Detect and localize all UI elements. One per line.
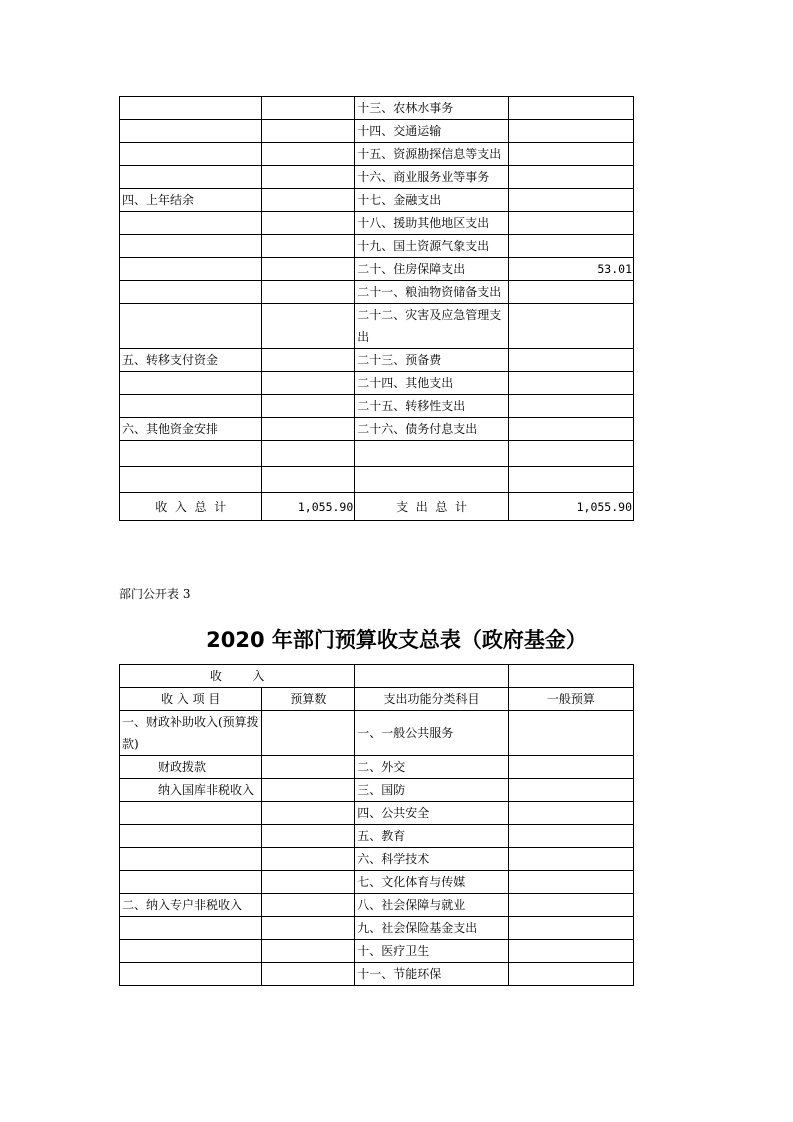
income-item-cell [120, 143, 262, 166]
expense-amount-cell [508, 940, 633, 963]
income-amount-cell [262, 120, 355, 143]
expense-item-cell: 十六、商业服务业等事务 [355, 166, 508, 189]
table-row [120, 825, 634, 848]
table-row [120, 189, 634, 212]
table-row [120, 779, 634, 802]
income-total-amount: 1,055.90 [262, 493, 355, 521]
expense-item-cell: 十四、交通运输 [355, 120, 508, 143]
expense-amount-cell [508, 120, 633, 143]
income-amount-cell [262, 917, 355, 940]
expense-amount-cell [508, 779, 633, 802]
expense-item-cell: 十一、节能环保 [355, 963, 508, 986]
income-item-cell [120, 871, 262, 894]
table-row [120, 143, 634, 166]
expense-item-cell: 二十六、债务付息支出 [355, 418, 508, 441]
income-amount-cell [262, 467, 355, 493]
table-row [120, 212, 634, 235]
table-row [120, 963, 634, 986]
income-amount-cell [262, 212, 355, 235]
expense-amount-cell [508, 871, 633, 894]
group-header-row [120, 665, 634, 688]
expense-item-cell: 二十五、转移性支出 [355, 395, 508, 418]
expense-amount-cell [508, 97, 633, 120]
table-row [120, 711, 634, 756]
expense-item-cell: 十九、国土资源气象支出 [355, 235, 508, 258]
income-item-cell: 四、上年结余 [120, 189, 262, 212]
expense-amount-cell [508, 917, 633, 940]
income-item-cell [120, 441, 262, 467]
expense-item-cell: 十八、援助其他地区支出 [355, 212, 508, 235]
expense-item-cell [355, 441, 508, 467]
income-amount-cell [262, 143, 355, 166]
expense-amount-cell: 53.01 [508, 258, 633, 281]
table-row [120, 756, 634, 779]
expense-total-label: 支 出 总 计 [355, 493, 508, 521]
total-row [120, 493, 634, 521]
page-title: 2020 年部门预算收支总表（政府基金） [206, 628, 587, 652]
income-item-cell [120, 395, 262, 418]
expense-amount-cell [508, 349, 633, 372]
expense-amount-cell [508, 304, 633, 349]
income-amount-cell [262, 940, 355, 963]
table-row [120, 120, 634, 143]
expense-amount-cell [508, 711, 633, 756]
income-item-cell: 纳入国库非税收入 [120, 779, 262, 802]
income-amount-cell [262, 418, 355, 441]
income-amount-cell [262, 894, 355, 917]
expense-amount-cell [508, 418, 633, 441]
income-item-cell: 五、转移支付资金 [120, 349, 262, 372]
expense-amount-cell [508, 441, 633, 467]
expense-item-cell: 十三、农林水事务 [355, 97, 508, 120]
expense-group-header [355, 665, 508, 688]
expense-amount-cell [508, 372, 633, 395]
income-amount-cell [262, 372, 355, 395]
income-item-cell [120, 212, 262, 235]
income-item-cell [120, 963, 262, 986]
table-row [120, 418, 634, 441]
expense-item-cell: 六、科学技术 [355, 848, 508, 871]
income-item-cell [120, 848, 262, 871]
table-row [120, 848, 634, 871]
expense-item-cell: 二十四、其他支出 [355, 372, 508, 395]
expense-amount-cell [508, 395, 633, 418]
column-header-general-budget: 一般预算 [508, 688, 633, 711]
expense-item-cell [355, 467, 508, 493]
expense-item-cell: 四、公共安全 [355, 802, 508, 825]
income-item-cell [120, 372, 262, 395]
table-caption: 部门公开表 3 [119, 587, 191, 601]
expense-item-cell: 七、文化体育与传媒 [355, 871, 508, 894]
income-item-cell [120, 467, 262, 493]
expense-item-cell: 二十一、粮油物资储备支出 [355, 281, 508, 304]
expense-item-cell: 九、社会保险基金支出 [355, 917, 508, 940]
expense-item-cell: 二十、住房保障支出 [355, 258, 508, 281]
table-row [120, 281, 634, 304]
expense-amount-cell [508, 212, 633, 235]
income-item-cell [120, 304, 262, 349]
expense-item-cell: 一、一般公共服务 [355, 711, 508, 756]
income-item-cell [120, 802, 262, 825]
expense-amount-cell [508, 848, 633, 871]
income-amount-cell [262, 825, 355, 848]
table-row [120, 349, 634, 372]
table-row [120, 97, 634, 120]
income-item-cell [120, 120, 262, 143]
expense-amount-cell [508, 894, 633, 917]
column-header-budget-amount: 预算数 [262, 688, 355, 711]
income-item-cell [120, 97, 262, 120]
table-row [120, 235, 634, 258]
income-item-cell: 财政拨款 [120, 756, 262, 779]
income-item-cell [120, 258, 262, 281]
expense-amount-group-header [508, 665, 633, 688]
expense-amount-cell [508, 189, 633, 212]
table-row [120, 441, 634, 467]
income-amount-cell [262, 802, 355, 825]
column-header-expense-category: 支出功能分类科目 [355, 688, 508, 711]
expense-item-cell: 十七、金融支出 [355, 189, 508, 212]
income-item-cell: 一、财政补助收入(预算拨款) [120, 711, 262, 756]
table-row [120, 395, 634, 418]
income-amount-cell [262, 395, 355, 418]
table-row [120, 166, 634, 189]
expense-amount-cell [508, 143, 633, 166]
income-amount-cell [262, 756, 355, 779]
expense-amount-cell [508, 467, 633, 493]
income-group-header: 收 入 [120, 665, 355, 688]
expense-item-cell: 十五、资源勘探信息等支出 [355, 143, 508, 166]
table-row [120, 917, 634, 940]
table-row [120, 894, 634, 917]
income-amount-cell [262, 258, 355, 281]
government-fund-budget-table [119, 664, 634, 986]
expense-item-cell: 二十三、预备费 [355, 349, 508, 372]
income-amount-cell [262, 235, 355, 258]
table2-body [120, 665, 634, 986]
income-amount-cell [262, 963, 355, 986]
expense-item-cell: 二十二、灾害及应急管理支出 [355, 304, 508, 349]
income-item-cell [120, 917, 262, 940]
expense-total-amount: 1,055.90 [508, 493, 633, 521]
income-item-cell [120, 166, 262, 189]
expense-amount-cell [508, 756, 633, 779]
income-amount-cell [262, 441, 355, 467]
income-item-cell: 二、纳入专户非税收入 [120, 894, 262, 917]
income-amount-cell [262, 349, 355, 372]
expense-amount-cell [508, 235, 633, 258]
expense-item-cell: 八、社会保障与就业 [355, 894, 508, 917]
income-amount-cell [262, 97, 355, 120]
income-item-cell [120, 235, 262, 258]
expense-amount-cell [508, 963, 633, 986]
expense-amount-cell [508, 802, 633, 825]
budget-table-continued [119, 96, 634, 521]
table-row [120, 372, 634, 395]
table-row [120, 802, 634, 825]
income-amount-cell [262, 871, 355, 894]
expense-amount-cell [508, 825, 633, 848]
income-amount-cell [262, 166, 355, 189]
column-header-income-item: 收 入 项 目 [120, 688, 262, 711]
income-item-cell [120, 281, 262, 304]
expense-item-cell: 二、外交 [355, 756, 508, 779]
income-item-cell: 六、其他资金安排 [120, 418, 262, 441]
expense-amount-cell [508, 166, 633, 189]
income-amount-cell [262, 711, 355, 756]
table-row [120, 258, 634, 281]
table-row [120, 871, 634, 894]
table-row [120, 304, 634, 349]
table-row [120, 467, 634, 493]
expense-item-cell: 五、教育 [355, 825, 508, 848]
income-amount-cell [262, 848, 355, 871]
income-item-cell [120, 940, 262, 963]
income-amount-cell [262, 281, 355, 304]
income-amount-cell [262, 189, 355, 212]
income-item-cell [120, 825, 262, 848]
income-total-label: 收 入 总 计 [120, 493, 262, 521]
expense-item-cell: 三、国防 [355, 779, 508, 802]
table1-body [120, 97, 634, 521]
table-row [120, 940, 634, 963]
income-amount-cell [262, 779, 355, 802]
column-header-row [120, 688, 634, 711]
income-amount-cell [262, 304, 355, 349]
expense-amount-cell [508, 281, 633, 304]
expense-item-cell: 十、医疗卫生 [355, 940, 508, 963]
